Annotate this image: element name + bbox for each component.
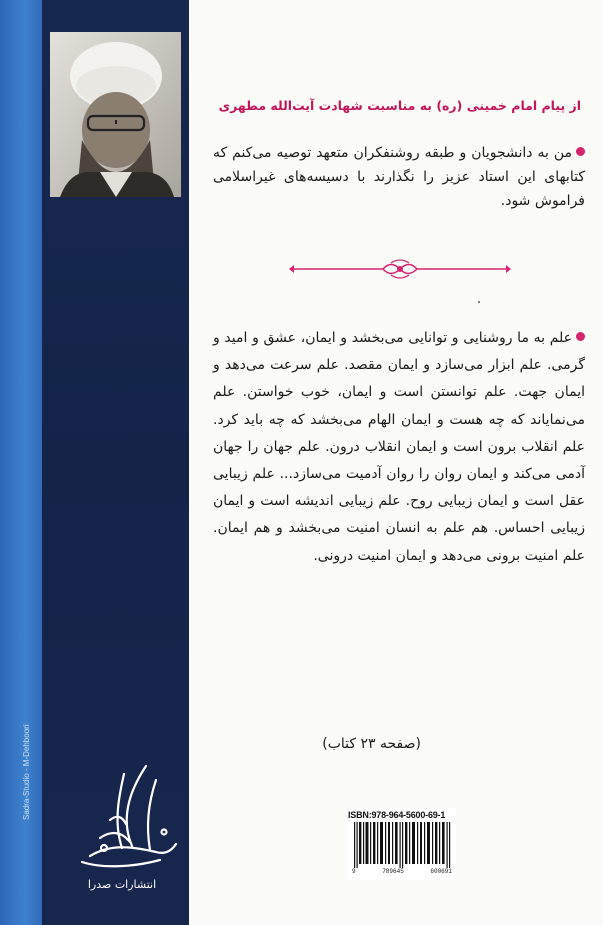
quote-heading: از پیام امام خمینی (ره) به مناسبت شهادت آیت‌الله مطهری <box>218 98 581 113</box>
bullet-icon <box>576 147 585 156</box>
first-quote-text: من به دانشجویان و طبقه روشنفکران متعهد توصیه می‌کنم که کتابهای این استاد عزیز را نگذارند با دسیسه‌های غیراسلامی فراموش شود. <box>213 145 585 209</box>
second-quote <box>213 325 585 570</box>
barcode-digits <box>352 868 452 875</box>
barcode <box>352 822 452 868</box>
second-quote-text: علم به ما روشنایی و توانایی می‌بخشد و ایمان، عشق و امید و گرمی. علم ابزار می‌سازد و ایمان مقصد. علم سرعت می‌دهد و ایمان جهت. علم توانستن است و ایمان، خوب خواستن. علم می‌نمایاند که چه هست و ایمان الهام می‌بخشد که چه باید کرد. علم انقلاب برون است و ایمان انقلاب درون. علم جهان را جهان آدمی می‌کند و ایمان روان را روان آدمیت می‌سازد... علم زیبایی عقل است و ایمان زیبایی روح. علم زیبایی اندیشه است و ایمان زیبایی احساس. هم علم به انسان امنیت می‌بخشد و هم ایمان. علم امنیت برونی می‌دهد و ایمان امنیت درونی. <box>213 330 585 564</box>
decorative-dot <box>478 301 480 303</box>
barcode-digit-group: 9 <box>352 868 356 875</box>
barcode-digit-group: 600691 <box>430 868 452 875</box>
author-photo <box>50 32 181 197</box>
design-credit <box>22 808 34 820</box>
cover-edge-strip <box>0 0 42 925</box>
publisher-logo <box>60 760 184 890</box>
first-quote <box>213 141 585 213</box>
isbn-number: ISBN:978-964-5600-69-1 <box>348 810 446 820</box>
bullet-icon <box>576 332 585 341</box>
page-reference: (صفحه ۲۳ کتاب) <box>322 736 421 752</box>
barcode-digit-group: 789645 <box>382 868 404 875</box>
publisher-name: انتشارات صدرا <box>87 878 157 891</box>
ornament-divider <box>287 258 513 280</box>
